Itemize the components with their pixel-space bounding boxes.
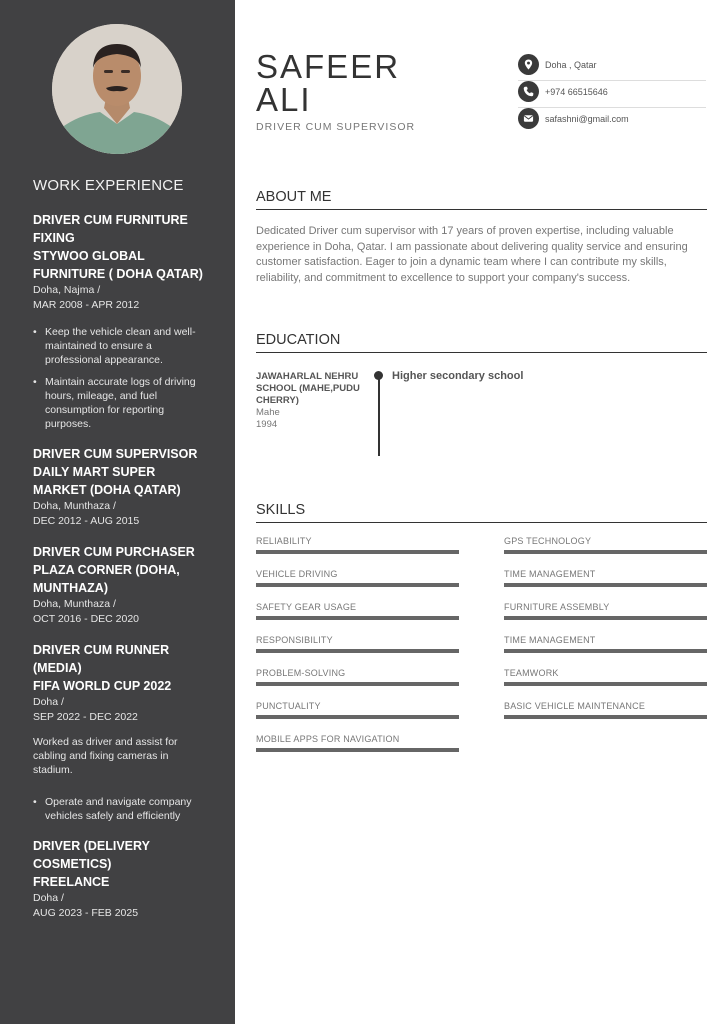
job-place: Doha / [33, 696, 64, 708]
skill-bar [256, 748, 459, 752]
education-year: 1994 [256, 419, 278, 430]
contact-email [518, 108, 706, 135]
job-company: PLAZA CORNER (DOHA, MUNTHAZA) [33, 563, 180, 595]
timeline-dot [374, 371, 383, 380]
skill-item [256, 668, 459, 690]
skill-bar [504, 616, 707, 620]
skill-bar [256, 682, 459, 686]
last-name: ALI [256, 81, 312, 118]
contact-location-text: Doha , Qatar [545, 60, 597, 70]
education-entry [256, 371, 366, 431]
skill-bar-fill [504, 550, 707, 554]
skill-item [504, 701, 707, 723]
skill-label: RESPONSIBILITY [256, 635, 333, 645]
job-entry [33, 837, 208, 921]
education-place: Mahe [256, 407, 280, 418]
job-dates: AUG 2023 - FEB 2025 [33, 907, 139, 919]
education-heading: EDUCATION [256, 332, 707, 353]
job-dates: OCT 2016 - DEC 2020 [33, 613, 140, 625]
contact-phone [518, 81, 706, 108]
education-school: JAWAHARLAL NEHRU SCHOOL (MAHE,PUDUCHERRY) [256, 371, 360, 406]
contact-location [518, 54, 706, 81]
skill-label: MOBILE APPS FOR NAVIGATION [256, 734, 400, 744]
skill-bar-fill [256, 649, 459, 653]
skill-item [256, 635, 459, 657]
skill-label: GPS TECHNOLOGY [504, 536, 592, 546]
contact-email-text[interactable]: safashni@gmail.com [545, 114, 629, 124]
skill-bar-fill [256, 748, 459, 752]
job-entry [33, 445, 208, 529]
job-entry [33, 543, 208, 627]
skill-bar [256, 550, 459, 554]
skill-bar-fill [256, 682, 459, 686]
about-heading: ABOUT ME [256, 189, 707, 210]
skill-item [256, 734, 459, 756]
skill-label: BASIC VEHICLE MAINTENANCE [504, 701, 646, 711]
skill-item [256, 602, 459, 624]
job-place: Doha / [33, 892, 64, 904]
skill-bar [504, 550, 707, 554]
job-entry [33, 641, 208, 823]
skill-bar-fill [504, 715, 707, 719]
skill-label: PUNCTUALITY [256, 701, 321, 711]
skill-item [504, 668, 707, 690]
profile-photo-illustration [52, 24, 182, 154]
skill-bar [256, 649, 459, 653]
job-company: DAILY MART SUPER MARKET (DOHA QATAR) [33, 465, 181, 497]
skill-bar [256, 616, 459, 620]
job-place: Doha, Munthaza / [33, 598, 116, 610]
job-list [33, 211, 208, 935]
skill-bar-fill [504, 583, 707, 587]
job-place: Doha, Munthaza / [33, 500, 116, 512]
skill-label: VEHICLE DRIVING [256, 569, 338, 579]
contact-list [518, 54, 706, 135]
skill-label: PROBLEM-SOLVING [256, 668, 346, 678]
skill-item [504, 536, 707, 558]
job-company: STYWOO GLOBAL FURNITURE ( DOHA QATAR) [33, 249, 203, 281]
skill-bar-fill [504, 682, 707, 686]
about-text: Dedicated Driver cum supervisor with 17 years of proven expertise, including valuable experience in Doha, Qatar. I am passionate about delivering quality service and ensuring customer satisfaction. Eager to join a dynamic team where I can contribute my skills, reliability, and commitment to excellence to support your company's success. [256, 225, 688, 284]
job-place: Doha, Najma / [33, 284, 101, 296]
job-title: DRIVER (DELIVERY COSMETICS) [33, 839, 150, 871]
job-bullet: • Operate and navigate company vehicles safely and efficiently [33, 795, 208, 823]
skill-bar-fill [504, 616, 707, 620]
timeline-line [378, 374, 380, 456]
skill-label: TEAMWORK [504, 668, 559, 678]
candidate-name [256, 50, 400, 116]
contact-phone-text[interactable]: +974 66515646 [545, 87, 608, 97]
work-experience-heading: WORK EXPERIENCE [33, 177, 184, 194]
skill-label: FURNITURE ASSEMBLY [504, 602, 610, 612]
skill-bar-fill [256, 583, 459, 587]
job-dates: MAR 2008 - APR 2012 [33, 299, 140, 311]
job-entry [33, 211, 208, 431]
skill-item [504, 635, 707, 657]
skill-item [504, 569, 707, 591]
skill-bar [504, 715, 707, 719]
sidebar [0, 0, 235, 1024]
job-dates: SEP 2022 - DEC 2022 [33, 711, 138, 723]
job-bullet: • Maintain accurate logs of driving hours, mileage, and fuel consumption for reporting purposes. [33, 375, 208, 431]
skill-label: SAFETY GEAR USAGE [256, 602, 357, 612]
skill-item [256, 701, 459, 723]
skill-bar [504, 649, 707, 653]
skill-bar [504, 682, 707, 686]
job-title: DRIVER CUM FURNITURE FIXING [33, 213, 188, 245]
job-title: DRIVER CUM PURCHASER [33, 545, 195, 559]
skill-label: TIME MANAGEMENT [504, 635, 596, 645]
email-icon [518, 108, 539, 129]
skill-item [256, 569, 459, 591]
skill-label: TIME MANAGEMENT [504, 569, 596, 579]
job-subtitle: DRIVER CUM SUPERVISOR [256, 121, 416, 133]
education-degree: Higher secondary school [392, 370, 524, 382]
skill-item [256, 536, 459, 558]
job-company: FREELANCE [33, 875, 110, 889]
job-company: FIFA WORLD CUP 2022 [33, 679, 172, 693]
job-dates: DEC 2012 - AUG 2015 [33, 515, 140, 527]
job-bullet: • Keep the vehicle clean and well-maintained to ensure a professional appearance. [33, 325, 208, 367]
location-pin-icon [518, 54, 539, 75]
skill-bar-fill [504, 649, 707, 653]
skill-label: RELIABILITY [256, 536, 312, 546]
job-title: DRIVER CUM SUPERVISOR [33, 447, 198, 461]
skill-bar-fill [256, 550, 459, 554]
skill-bar-fill [256, 715, 459, 719]
skill-bar [504, 583, 707, 587]
job-description: Worked as driver and assist for cabling and fixing cameras in stadium. [33, 736, 178, 776]
skills-heading: SKILLS [256, 502, 707, 523]
skill-bar [256, 715, 459, 719]
skill-item [504, 602, 707, 624]
profile-photo [52, 24, 182, 154]
phone-icon [518, 81, 539, 102]
skill-bar-fill [256, 616, 459, 620]
skill-bar [256, 583, 459, 587]
first-name: SAFEER [256, 48, 401, 85]
job-title: DRIVER CUM RUNNER (MEDIA) [33, 643, 170, 675]
job-bullets [33, 795, 208, 823]
job-bullets [33, 325, 208, 431]
